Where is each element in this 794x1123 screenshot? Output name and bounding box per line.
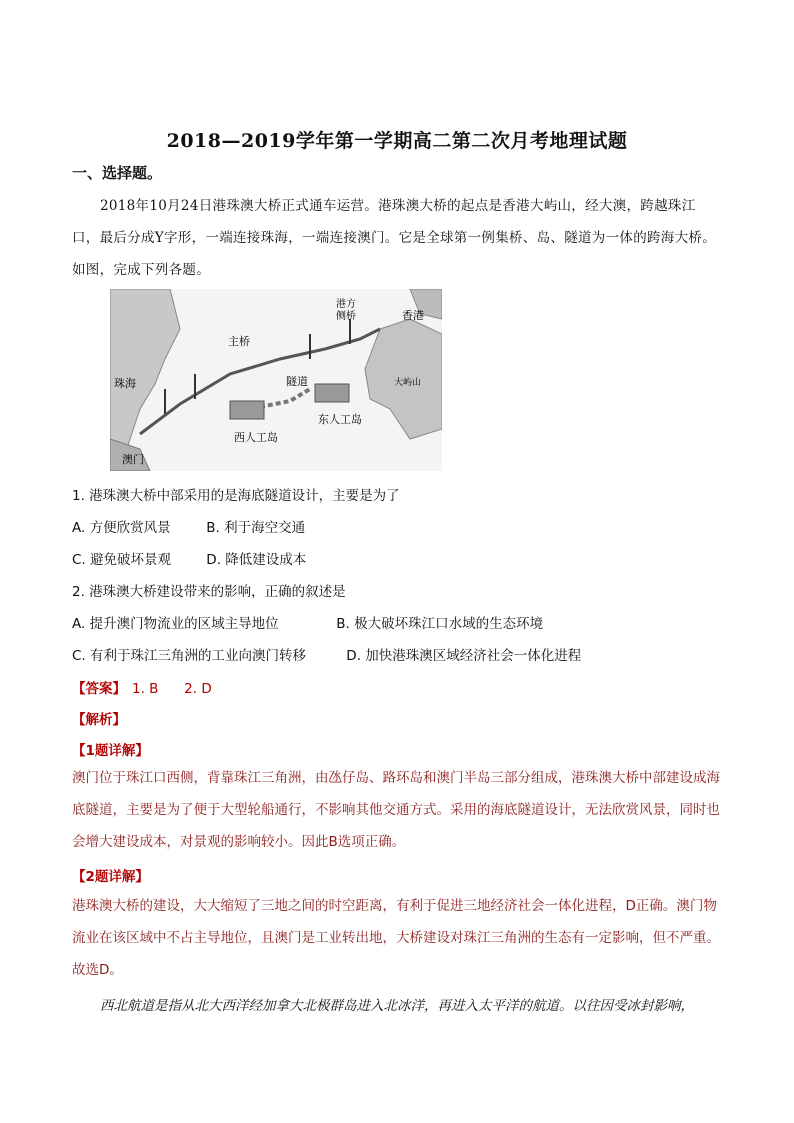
answer-label: 【答案】	[72, 681, 126, 697]
q2-option-d: D. 加快港珠澳区域经济社会一体化进程	[346, 648, 582, 664]
q1-option-b: B. 利于海空交通	[206, 520, 306, 536]
question-1-options-row-1	[72, 516, 305, 536]
intro-paragraph: 2018年10月24日港珠澳大桥正式通车运营。港珠澳大桥的起点是香港大屿山，经大澳，跨越珠江口，最后分成Y字形，一端连接珠海，一端连接澳门。它是全球第一例集桥、岛、隧道为一体的跨海大桥。如图，完成下列各题。	[72, 198, 717, 278]
q1-option-c: C. 避免破坏景观	[72, 552, 172, 568]
map-label-hk-link-line2: 侧桥	[336, 311, 356, 322]
page-title: 2018—2019学年第一学期高二第二次月考地理试题	[166, 130, 628, 152]
q1-option-a: A. 方便欣赏风景	[72, 520, 171, 536]
detail-2-text: 港珠澳大桥的建设，大大缩短了三地之间的时空距离，有利于促进三地经济社会一体化进程，D正确。澳门物流业在该区域中不占主导地位，且澳门是工业转出地，大桥建设对珠江三角洲的生态有一定影响，但不严重。故选D。	[72, 898, 720, 978]
east-island-shape	[315, 384, 349, 402]
map-label-lantau: 大屿山	[394, 378, 422, 388]
answer-line	[72, 677, 212, 697]
detail-1-label: 【1题详解】	[72, 743, 149, 759]
question-2-stem: 2. 港珠澳大桥建设带来的影响，正确的叙述是	[72, 584, 346, 600]
question-1-stem: 1. 港珠澳大桥中部采用的是海底隧道设计，主要是为了	[72, 488, 400, 504]
map-label-east-island: 东人工岛	[318, 413, 362, 426]
map-label-hk-link	[336, 297, 359, 322]
map-label-west-island: 西人工岛	[234, 431, 278, 444]
question-1-options-row-2	[72, 548, 306, 568]
hk-link-line	[325, 329, 380, 349]
section-heading: 一、选择题。	[72, 164, 163, 182]
tunnel-line	[260, 389, 310, 407]
map-label-hongkong: 香港	[402, 309, 424, 322]
question-2-options-row-1	[72, 612, 543, 632]
map-label-zhuhai: 珠海	[114, 377, 136, 390]
next-paragraph: 西北航道是指从北大西洋经加拿大北极群岛进入北冰洋，再进入太平洋的航道。以往因受冰封影响，	[100, 998, 694, 1014]
bridge-map-svg	[110, 289, 442, 471]
map-label-macau: 澳门	[122, 453, 144, 466]
map-label-main-bridge: 主桥	[228, 335, 250, 348]
west-island-shape	[230, 401, 264, 419]
detail-1-text: 澳门位于珠江口西侧，背靠珠江三角洲，由氹仔岛、路环岛和澳门半岛三部分组成，港珠澳大桥中部建设成海底隧道，主要是为了便于大型轮船通行，不影响其他交通方式。采用的海底隧道设计，无法欣赏风景，同时也会增大建设成本，对景观的影响较小。因此B选项正确。	[72, 770, 720, 850]
map-label-hk-link-line1: 港方	[336, 299, 356, 310]
detail-2-label: 【2题详解】	[72, 869, 149, 885]
bridge-map-figure	[110, 289, 442, 471]
main-bridge-line	[140, 349, 325, 434]
q2-option-b: B. 极大破坏珠江口水域的生态环境	[336, 616, 544, 632]
q2-option-c: C. 有利于珠江三角洲的工业向澳门转移	[72, 648, 307, 664]
q2-option-a: A. 提升澳门物流业的区域主导地位	[72, 616, 279, 632]
question-2-options-row-2	[72, 644, 581, 664]
analysis-label: 【解析】	[72, 712, 126, 728]
q1-option-d: D. 降低建设成本	[206, 552, 307, 568]
map-label-tunnel: 隧道	[286, 375, 308, 388]
answer-value: 1. B 2. D	[132, 681, 212, 697]
